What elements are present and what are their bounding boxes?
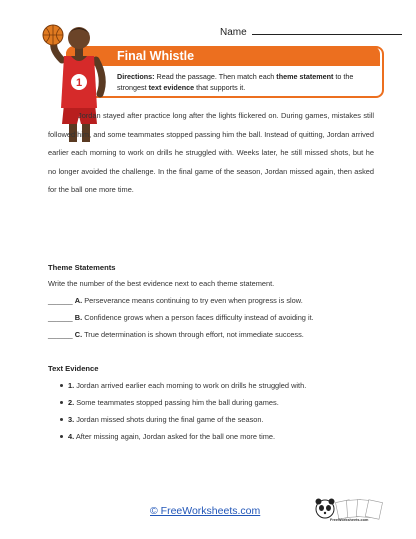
theme-statement-b (48, 313, 314, 322)
statement-letter-c: C. (74, 330, 83, 339)
statement-letter-b: B. (74, 313, 83, 322)
page-title: Final Whistle (117, 49, 195, 63)
directions-term-evidence: text evidence (148, 83, 195, 92)
bullet-icon (60, 418, 63, 421)
bullet-icon (60, 401, 63, 404)
directions-text-3: that supports it. (194, 83, 246, 92)
evidence-heading: Text Evidence (48, 364, 99, 373)
bullet-icon (60, 435, 63, 438)
evidence-number-3: 3. (68, 415, 75, 424)
theme-statement-a (48, 296, 303, 305)
evidence-item-4 (60, 432, 275, 441)
theme-heading: Theme Statements (48, 263, 116, 272)
statement-text-a: Perseverance means continuing to try even when progress is slow. (84, 296, 303, 305)
answer-blank-b[interactable]: ______ (48, 313, 73, 322)
directions-text-1: Read the passage. Then match each (156, 72, 277, 81)
evidence-item-3 (60, 415, 264, 424)
evidence-text-4: After missing again, Jordan asked for the ball one more time. (75, 432, 276, 441)
evidence-text-3: Jordan missed shots during the final game of the season. (76, 415, 264, 424)
jersey-number: 1 (75, 77, 83, 89)
logo-text: FreeWorksheets.com (330, 518, 369, 522)
directions-label: Directions: (117, 72, 155, 81)
statement-text-b: Confidence grows when a person faces difficulty instead of avoiding it. (84, 313, 314, 322)
evidence-item-1 (60, 381, 306, 390)
evidence-item-2 (60, 398, 279, 407)
name-blank[interactable] (252, 24, 402, 35)
statement-letter-a: A. (74, 296, 83, 305)
bullet-icon (60, 384, 63, 387)
answer-blank-a[interactable]: ______ (48, 296, 73, 305)
theme-instruction: Write the number of the best evidence next to each theme statement. (48, 279, 275, 288)
directions-term-theme: theme statement (276, 72, 334, 81)
footer-link[interactable]: © FreeWorksheets.com (150, 505, 261, 517)
evidence-text-1: Jordan arrived earlier each morning to work on drills he struggled with. (76, 381, 307, 390)
directions-text-2: to the strongest (117, 72, 354, 92)
theme-statement-c (48, 330, 304, 339)
statement-text-c: True determination is shown through effort, not immediate success. (84, 330, 304, 339)
evidence-number-1: 1. (68, 381, 75, 390)
answer-blank-c[interactable]: ______ (48, 330, 73, 339)
name-field[interactable] (220, 24, 402, 38)
name-label: Name (220, 27, 247, 38)
directions (117, 71, 369, 93)
reading-passage: Jordan stayed after practice long after the lights flickered on. During games, mistakes still followed him, and some teammates stopped passing him the ball. Instead of quitting, Jordan arrived earlier each morning to work on drills he struggled with. Weeks later, he still missed shots, but he no longer avoided the challenge. In the final game of the season, Jordan missed again, then asked for the ball one more time. (48, 111, 374, 195)
evidence-number-4: 4. (68, 432, 75, 441)
evidence-text-2: Some teammates stopped passing him the ball during games. (76, 398, 279, 407)
evidence-number-2: 2. (68, 398, 75, 407)
